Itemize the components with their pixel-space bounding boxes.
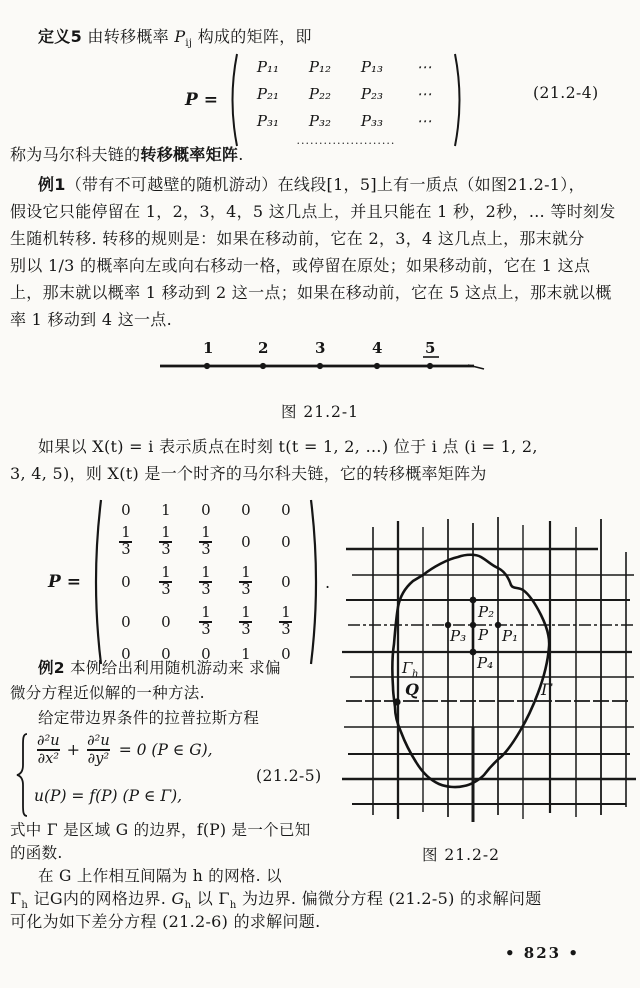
example2-text-1: 本例给出利用随机游动来 求偏	[64, 659, 281, 677]
matrix-cell: 0	[121, 501, 131, 519]
matrix-cell: P₃₂	[308, 112, 332, 130]
dudy2-fraction	[87, 733, 110, 767]
matrix-cell: 0	[241, 533, 251, 551]
matrix-cell: 0	[281, 533, 291, 551]
grid-paragraph-line: 在 G 上作相互间隔为 h 的网格. 以	[38, 867, 282, 885]
g-h-symbol: G	[171, 889, 185, 908]
right-paren	[309, 496, 323, 668]
point-dot-2	[260, 363, 266, 369]
matrix-cell: $\frac{1}{3}$	[241, 605, 251, 638]
matrix-cell: P₂₁	[256, 85, 280, 103]
point-dot-1	[204, 363, 210, 369]
dudy2-numerator: ∂²u	[87, 733, 110, 749]
matrix-name-suffix: .	[238, 145, 244, 164]
matrix-cell: P₁₂	[308, 58, 332, 76]
matrix-cell: $\frac{1}{3}$	[161, 525, 171, 558]
matrix-dots-row: ......................	[296, 133, 396, 147]
matrix-cell: P₂₃	[360, 85, 384, 103]
matrix-cell: P₁₃	[360, 58, 384, 76]
gamma-paragraph-line-1: 式中 Γ 是区域 G 的边界，f(P) 是一个已知	[10, 821, 311, 839]
label-gamma: Γ	[541, 680, 553, 699]
transition-matrix-values	[103, 498, 309, 666]
point-dot-3	[317, 363, 323, 369]
matrix-cell: $\frac{1}{3}$	[121, 525, 131, 558]
label-p2: P₂	[478, 603, 495, 621]
dudx2-fraction	[37, 733, 60, 767]
matrix5-period: .	[324, 572, 331, 592]
example1-line-3: 生随机转移. 转移的规则是：如果在移动前，它在 2，3，4 这几点上，那末就分	[10, 229, 585, 248]
matrix-cell: 0	[121, 573, 131, 591]
definition-5-paragraph	[10, 24, 630, 49]
p-subscript: ij	[185, 38, 193, 50]
closing-line: 可化为如下差分方程 (21.2-6) 的求解问题.	[10, 912, 321, 931]
dudy2-denominator: ∂y²	[87, 750, 110, 767]
matrix-cell: 0	[161, 613, 171, 631]
definition-5-text-after: 构成的矩阵，即	[192, 27, 312, 46]
matrix-cell: P₃₁	[256, 112, 280, 130]
laplace-equation-line-1	[34, 733, 213, 767]
point-dot-5	[427, 363, 433, 369]
transition-matrix-values-cells	[106, 498, 306, 666]
example1-line-6: 率 1 移动到 4 这一点.	[10, 310, 172, 329]
transition-matrix-symbolic	[239, 54, 453, 147]
label-p1: P₁	[502, 627, 519, 645]
tick-label-5: 5	[425, 339, 436, 357]
equation-21-2-4	[185, 52, 466, 148]
example1-line-1	[10, 172, 630, 195]
point-dot-4	[374, 363, 380, 369]
matrix-cell: 0	[201, 501, 211, 519]
label-p3: P₃	[450, 627, 467, 645]
matrix-cell: $\frac{1}{3}$	[161, 565, 171, 598]
tick-label-2: 2	[258, 339, 269, 357]
example2-label: 例2	[38, 659, 65, 677]
transition-matrix-symbolic-cells	[242, 54, 450, 135]
matrix-name-line	[10, 142, 630, 165]
definition-5-text-before: 由转移概率	[82, 27, 175, 46]
matrix-cell: 0	[201, 645, 211, 663]
equation-number-21-2-4: (21.2-4)	[533, 84, 599, 102]
dudx2-numerator: ∂²u	[37, 733, 60, 749]
label-p: P	[478, 626, 489, 644]
left-paren	[89, 496, 103, 668]
matrix-cell: ⋯	[416, 85, 432, 103]
matrix-cell: 0	[121, 613, 131, 631]
figure-21-2-2-grid-region	[338, 497, 640, 835]
boundary-condition-line: u(P) = f(P) (P ∈ Γ),	[34, 787, 183, 805]
p-symbol: P	[174, 27, 186, 46]
plus-sign: +	[66, 740, 81, 760]
matrix-cell: $\frac{1}{3}$	[201, 605, 211, 638]
matrix-cell: $\frac{1}{3}$	[201, 525, 211, 558]
equation-transition-matrix-5x5	[48, 496, 330, 668]
matrix-cell: ⋯	[416, 58, 432, 76]
grid-boundary-line: $\Gamma_h$ 记G内的网格边界. $G_h$ 以 $\Gamma_h$ 为边界. 偏微分方程 (21.2-5) 的求解问题	[10, 889, 542, 912]
matrix-cell: 0	[281, 573, 291, 591]
example1-line-5: 上，那末就以概率 1 移动到 2 这一点；如果在移动前，它在 5 这点上，那末就以概	[10, 283, 612, 302]
matrix-name-prefix: 称为马尔科夫链的	[10, 145, 141, 164]
matrix-lhs: P =	[185, 90, 218, 110]
matrix-cell: 0	[241, 501, 251, 519]
matrix-cell: P₃₃	[360, 112, 384, 130]
gamma-paragraph-line-2: 的函数.	[10, 844, 63, 862]
xt-paragraph-line-2: 3, 4, 5)，则 X(t) 是一个时齐的马尔科夫链，它的转移概率矩阵为	[10, 464, 487, 483]
dudx2-denominator: ∂x²	[37, 750, 60, 767]
tick-label-1: 1	[203, 339, 214, 357]
left-brace	[16, 731, 29, 819]
matrix-cell: 0	[281, 501, 291, 519]
gamma-h-symbol-2: Γ	[218, 889, 230, 908]
equation-number-21-2-5: (21.2-5)	[256, 767, 322, 785]
point-p4-dot	[470, 649, 477, 656]
point-p2-dot	[470, 597, 477, 604]
label-p4: P₄	[477, 654, 494, 672]
figure-21-2-2-caption: 图 21.2-2	[421, 846, 501, 864]
gamma-h-symbol-1: Γ	[10, 889, 22, 908]
right-paren	[453, 50, 466, 150]
tick-label-3: 3	[315, 339, 326, 357]
matrix-name-bold: 转移概率矩阵	[140, 145, 239, 164]
page-number: • 823 •	[505, 944, 580, 962]
matrix-cell: 0	[161, 645, 171, 663]
matrix-cell: 1	[241, 645, 251, 663]
matrix5-lhs: P =	[48, 572, 81, 592]
left-paren	[226, 50, 239, 150]
point-p-dot	[470, 622, 476, 628]
matrix-cell: P₂₂	[308, 85, 332, 103]
matrix-cell: $\frac{1}{3}$	[281, 605, 291, 638]
matrix-cell: P₁₁	[256, 58, 280, 76]
example1-label: 例1	[38, 175, 66, 194]
example2-line-1	[10, 656, 358, 678]
matrix-cell: ⋯	[416, 112, 432, 130]
matrix-cell: 1	[161, 501, 171, 519]
matrix-cell: 0	[121, 645, 131, 663]
laplace-rhs: = 0 (P ∈ G),	[118, 740, 213, 759]
xt-paragraph-line-1: 如果以 X(t) = i 表示质点在时刻 t(t = 1, 2, …) 位于 i 点 (i = 1, 2,	[38, 437, 538, 456]
label-q: Q	[405, 680, 419, 699]
tick-label-4: 4	[372, 339, 383, 357]
label-gamma-h: Γ	[402, 659, 413, 677]
equation-21-2-5	[16, 731, 336, 819]
point-q-dot	[393, 698, 400, 705]
example2-line-2: 微分方程近似解的一种方法.	[10, 684, 205, 702]
matrix-cell: $\frac{1}{3}$	[201, 565, 211, 598]
figure-21-2-1-caption: 图 21.2-1	[280, 403, 360, 421]
matrix-cell: $\frac{1}{3}$	[241, 565, 251, 598]
example1-text-1: （带有不可越壁的随机游动）在线段[1，5]上有一质点（如图21.2-1），	[65, 175, 585, 194]
example1-line-4: 别以 1/3 的概率向左或向右移动一格，或停留在原处；如果移动前，它在 1 这点	[10, 256, 591, 275]
figure-21-2-1-number-line	[130, 336, 500, 380]
laplace-intro-line: 给定带边界条件的拉普拉斯方程	[38, 709, 260, 727]
example1-line-2: 假设它只能停留在 1，2，3，4，5 这几点上，并且只能在 1 秒，2秒，… 等时刻发	[10, 202, 616, 221]
definition-5-label: 定义5	[38, 27, 83, 46]
label-gamma-h-sub: h	[412, 669, 419, 680]
point-p1-dot	[495, 622, 501, 628]
matrix-cell: 0	[281, 645, 291, 663]
